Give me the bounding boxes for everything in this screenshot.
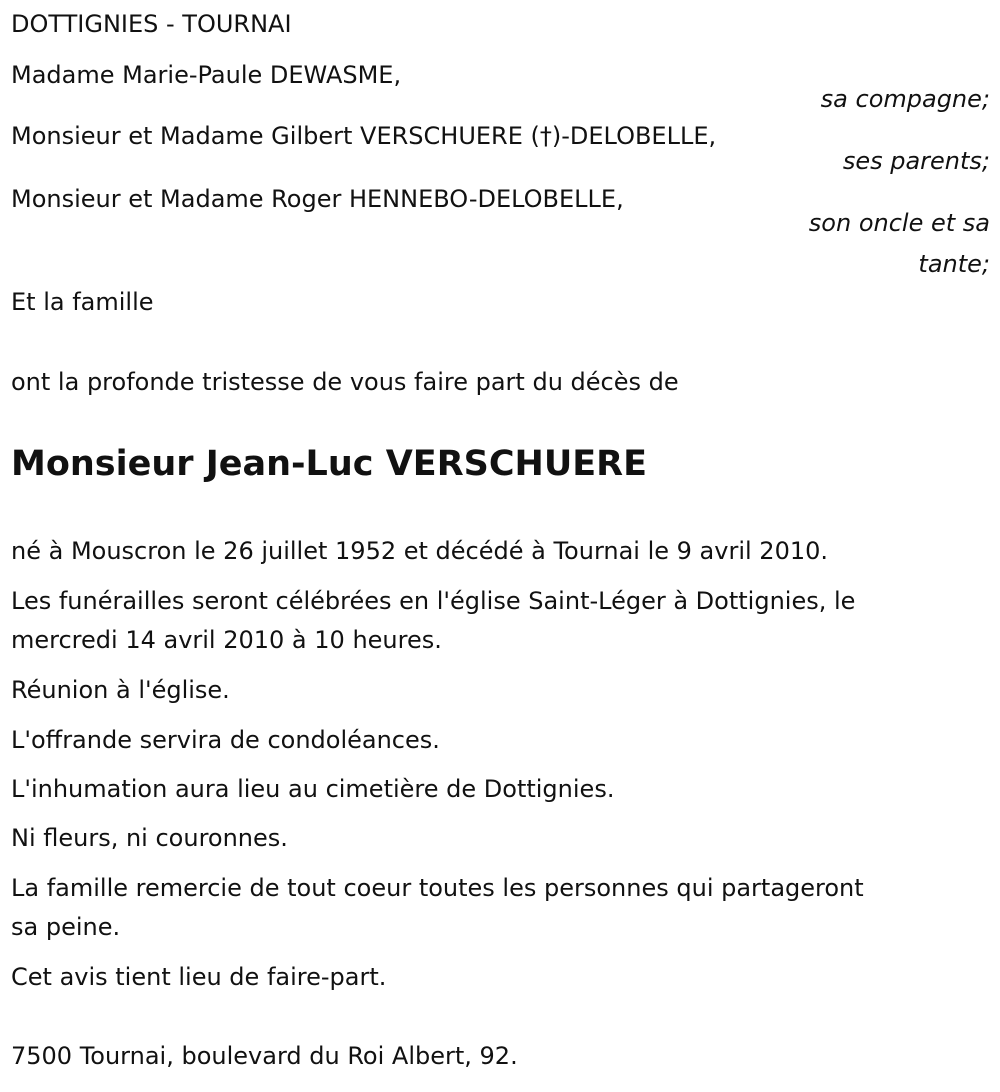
family-member-3-relation-line-2: tante; bbox=[918, 250, 990, 278]
location-header: DOTTIGNIES - TOURNAI bbox=[11, 10, 292, 38]
flowers-info: Ni fleurs, ni couronnes. bbox=[11, 824, 288, 852]
family-member-3-relation-line-1: son oncle et sa bbox=[808, 209, 990, 237]
family-member-2-name: Monsieur et Madame Gilbert VERSCHUERE (†)-DELOBELLE, bbox=[11, 122, 717, 150]
birth-death-info: né à Mouscron le 26 juillet 1952 et décédé à Tournai le 9 avril 2010. bbox=[11, 537, 829, 565]
offrande-info: L'offrande servira de condoléances. bbox=[11, 726, 440, 754]
funeral-info-line-1: Les funérailles seront célébrées en l'église Saint-Léger à Dottignies, le bbox=[11, 587, 856, 615]
thanks-line-1: La famille remercie de tout coeur toutes les personnes qui partageront bbox=[11, 874, 864, 902]
thanks-line-2: sa peine. bbox=[11, 913, 121, 941]
family-member-2-relation: ses parents; bbox=[842, 147, 990, 175]
reunion-info: Réunion à l'église. bbox=[11, 676, 230, 704]
inhumation-info: L'inhumation aura lieu au cimetière de Dottignies. bbox=[11, 775, 615, 803]
announcement-text: ont la profonde tristesse de vous faire part du décès de bbox=[11, 368, 679, 396]
deceased-name: Monsieur Jean-Luc VERSCHUERE bbox=[11, 444, 648, 484]
funeral-info-line-2: mercredi 14 avril 2010 à 10 heures. bbox=[11, 626, 442, 654]
family-member-1-name: Madame Marie-Paule DEWASME, bbox=[11, 61, 402, 89]
notice-info: Cet avis tient lieu de faire-part. bbox=[11, 963, 387, 991]
family-member-1-relation: sa compagne; bbox=[820, 85, 990, 113]
et-la-famille: Et la famille bbox=[11, 288, 154, 316]
address: 7500 Tournai, boulevard du Roi Albert, 92. bbox=[11, 1042, 518, 1070]
family-member-3-name: Monsieur et Madame Roger HENNEBO-DELOBELLE, bbox=[11, 185, 624, 213]
